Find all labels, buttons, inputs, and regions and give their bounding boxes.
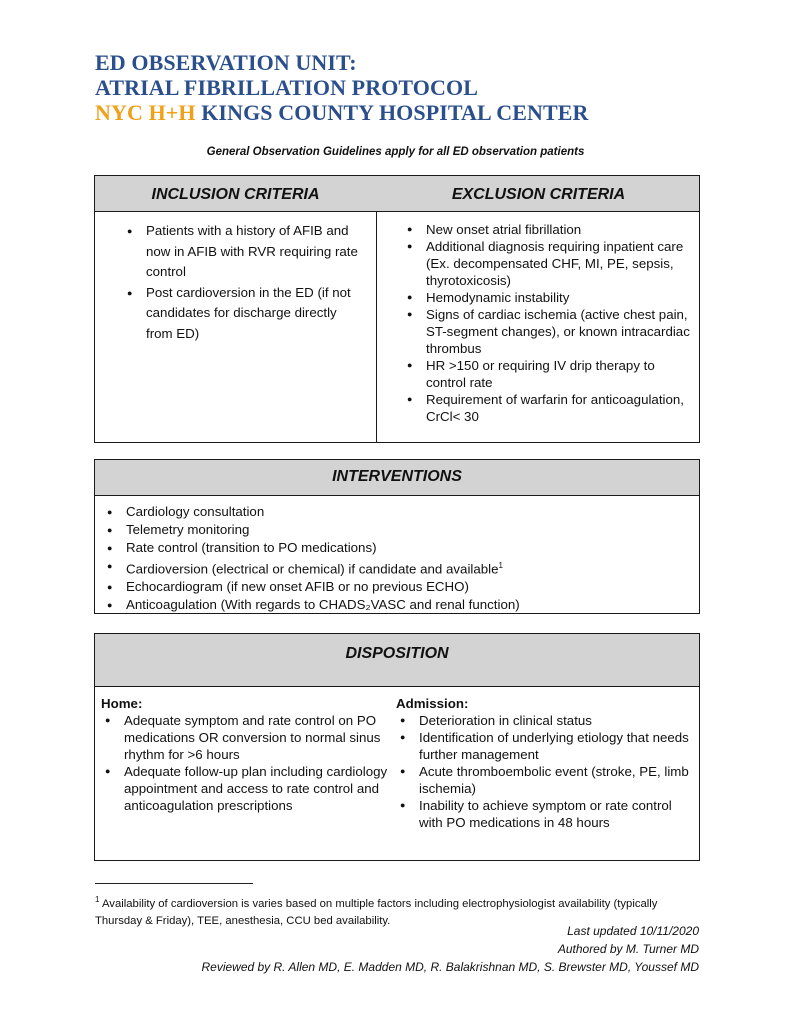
list-item: ● Signs of cardiac ischemia (active chest pain, ST-segment changes), or known intracardiac thrombus [403,306,693,357]
title-line-2: ATRIAL FIBRILLATION PROTOCOL [95,75,478,100]
inclusion-list [123,221,358,344]
list-item: ● Inability to achieve symptom or rate control with PO medications in 48 hours [396,797,694,831]
admission-list [396,712,694,831]
admission-column [396,695,694,831]
item-text: Cardioversion (electrical or chemical) if candidate and available [126,561,499,577]
list-item: ● Requirement of warfarin for anticoagulation, CrCl< 30 [403,391,693,425]
list-item: ● New onset atrial fibrillation [403,221,693,238]
interventions-header: INTERVENTIONS [95,460,699,496]
document-title [95,50,589,125]
list-item: ● Adequate follow-up plan including cardiology appointment and access to rate control and anticoagulation prescriptions [101,763,391,814]
brand-name: NYC H+H [95,100,196,125]
interventions-list [103,503,693,614]
home-list [101,712,391,814]
admission-label: Admission: [396,696,469,711]
footnote-number: 1 [95,895,100,904]
list-item: ● Post cardioversion in the ED (if not candidates for discharge directly from ED) [123,283,358,345]
footnote-text: Availability of cardioversion is varies based on multiple factors including electrophysiologist availability (typically Thursday & Friday), TEE, anesthesia, CCU bed availability. [95,897,658,927]
hospital-name: KINGS COUNTY HOSPITAL CENTER [195,100,589,125]
exclusion-header: EXCLUSION CRITERIA [451,186,626,203]
list-item: ● Identification of underlying etiology that needs further management [396,729,694,763]
list-item: ● Cardiology consultation [103,503,693,521]
list-item: ● Rate control (transition to PO medications) [103,539,693,557]
interventions-box [94,459,700,614]
footnote-marker: 1 [498,561,503,570]
list-item: ● Adequate symptom and rate control on PO medications OR conversion to normal sinus rhythm for >6 hours [101,712,391,763]
list-item: ● Deterioration in clinical status [396,712,694,729]
disposition-box [94,633,700,861]
list-item: ● Additional diagnosis requiring inpatient care (Ex. decompensated CHF, MI, PE, sepsis, thyrotoxicosis) [403,238,693,289]
title-line-3 [95,100,589,125]
list-item: ● Hemodynamic instability [403,289,693,306]
home-column [101,695,391,814]
inclusion-header: INCLUSION CRITERIA [151,186,320,203]
authored-by: Authored by M. Turner MD [557,942,699,956]
guidelines-subtitle: General Observation Guidelines apply for all ED observation patients [206,146,585,158]
list-item: ● Acute thromboembolic event (stroke, PE, limb ischemia) [396,763,694,797]
exclusion-list [403,221,693,425]
reviewed-by: Reviewed by R. Allen MD, E. Madden MD, R. Balakrishnan MD, S. Brewster MD, Youssef MD [201,960,699,974]
list-item: ● Patients with a history of AFIB and now in AFIB with RVR requiring rate control [123,221,358,283]
list-item: ● Echocardiogram (if new onset AFIB or no previous ECHO) [103,578,693,596]
disposition-header: DISPOSITION [95,634,699,687]
list-item: ● Anticoagulation (With regards to CHADS₂VASC and renal function) [103,596,693,614]
list-item: ● HR >150 or requiring IV drip therapy to control rate [403,357,693,391]
footnote-divider [95,883,253,884]
criteria-table [94,175,700,443]
list-item [103,557,693,578]
title-line-1: ED OBSERVATION UNIT: [95,50,357,75]
list-item: ● Telemetry monitoring [103,521,693,539]
home-label: Home: [101,696,143,711]
last-updated: Last updated 10/11/2020 [567,924,699,938]
